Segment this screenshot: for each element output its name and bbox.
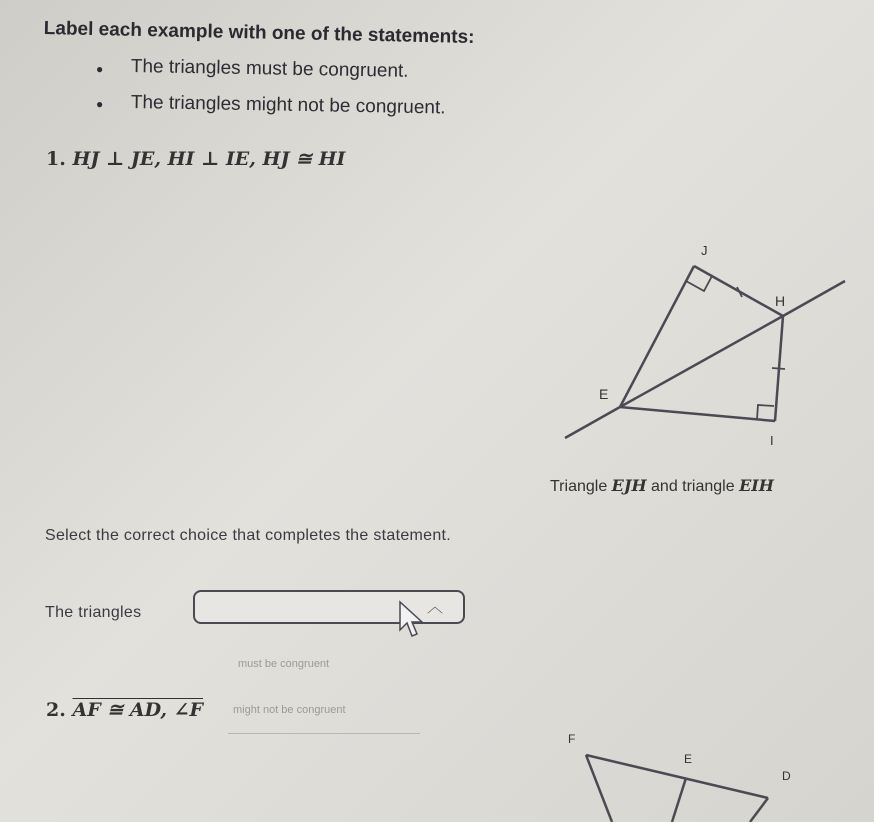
- triangle-diagram-1: [555, 235, 855, 450]
- vertex-label-f: F: [568, 732, 576, 746]
- ray-e-extension: [565, 407, 620, 438]
- bullet-icon: ●: [96, 97, 104, 111]
- problem-1-caption: [550, 476, 774, 496]
- vertex-label-h: H: [775, 293, 786, 309]
- right-angle-mark-j: [686, 276, 712, 291]
- statement-prefix: The triangles: [45, 604, 142, 621]
- vertex-label-d: D: [782, 769, 791, 783]
- segment-ei: [620, 407, 775, 421]
- instructions-heading: Label each example with one of the statements:: [43, 18, 475, 49]
- menu-option-might-not-be-congruent[interactable]: might not be congruent: [233, 704, 346, 716]
- segment-d-down: [750, 798, 768, 822]
- caption-triangle-1: EJH: [611, 476, 647, 495]
- right-angle-mark-i: [757, 405, 774, 419]
- chevron-up-icon[interactable]: ︿: [426, 599, 443, 616]
- problem-2-statement: [46, 699, 203, 721]
- caption-triangle-2: EIH: [739, 476, 774, 495]
- menu-divider: [228, 733, 420, 734]
- problem-1-number: 1.: [46, 148, 66, 170]
- problem-2-number: 2.: [46, 699, 66, 721]
- caption-conjunction: and triangle: [651, 478, 735, 495]
- vertex-label-i: I: [770, 433, 774, 448]
- problem-1-givens: HJ ⊥ JE, HI ⊥ IE, HJ ≅ HI: [72, 148, 346, 170]
- ray-h-extension: [783, 281, 845, 316]
- problem-1-statement: [46, 148, 345, 170]
- caption-prefix: Triangle: [550, 478, 608, 495]
- triangle-diagram-2: [560, 725, 820, 822]
- segment-fd: [586, 755, 768, 798]
- vertex-label-j: J: [701, 243, 708, 258]
- mouse-pointer-icon: [398, 600, 426, 640]
- tick-mark-hi: [772, 368, 785, 369]
- option-might-not-be-congruent: The triangles might not be congruent.: [130, 92, 446, 119]
- problem-2-givens: AF ≅ AD, ∠F: [72, 699, 204, 721]
- segment-f-down: [586, 755, 612, 822]
- bullet-icon: ●: [96, 62, 104, 76]
- select-prompt: Select the correct choice that completes the statement.: [45, 527, 452, 544]
- menu-option-must-be-congruent[interactable]: must be congruent: [238, 658, 330, 670]
- segment-e-down: [672, 778, 686, 822]
- vertex-label-e2: E: [684, 752, 693, 766]
- option-must-be-congruent: The triangles must be congruent.: [130, 56, 409, 82]
- vertex-label-e: E: [599, 386, 609, 402]
